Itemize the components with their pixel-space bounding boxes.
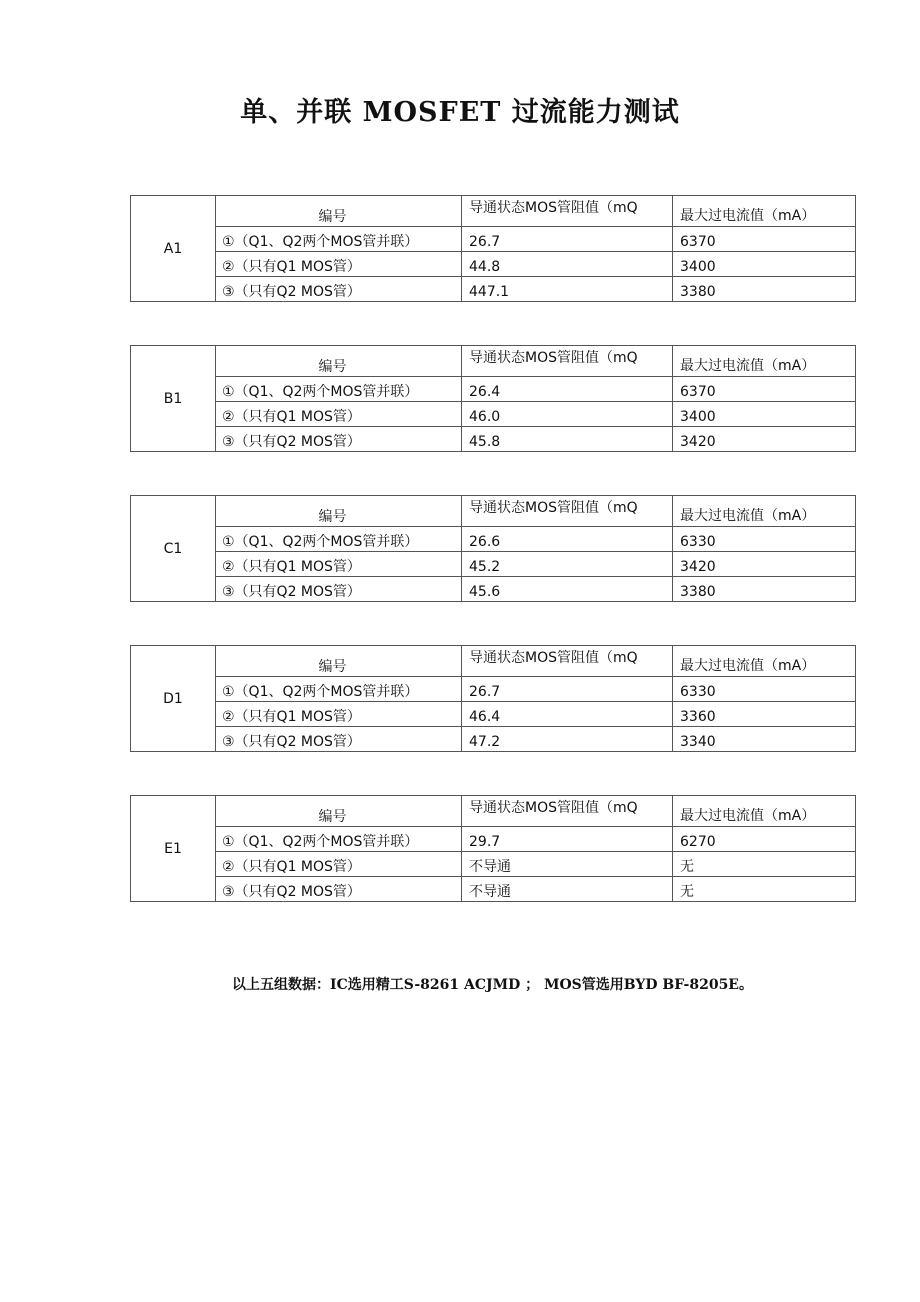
- cell-max-current: 3420: [673, 552, 856, 577]
- cell-resistance: 26.7: [462, 677, 673, 702]
- header-code: 编号: [216, 346, 462, 377]
- header-code: 编号: [216, 196, 462, 227]
- cell-code: ①（Q1、Q2两个MOS管并联）: [216, 227, 462, 252]
- table-row: [131, 252, 856, 277]
- table-row: [131, 427, 856, 452]
- header-code: 编号: [216, 646, 462, 677]
- table-row: [131, 527, 856, 552]
- group-label: E1: [131, 796, 216, 902]
- header-resistance: 导通状态MOS管阻值（mQ: [462, 646, 673, 677]
- results-table-a1: [130, 195, 856, 302]
- cell-resistance: 45.2: [462, 552, 673, 577]
- cell-resistance: 44.8: [462, 252, 673, 277]
- cell-resistance: 26.4: [462, 377, 673, 402]
- cell-max-current: 6370: [673, 227, 856, 252]
- table-row: [131, 552, 856, 577]
- cell-max-current: 3380: [673, 277, 856, 302]
- cell-code: ②（只有Q1 MOS管）: [216, 552, 462, 577]
- group-label: C1: [131, 496, 216, 602]
- header-resistance: 导通状态MOS管阻值（mQ: [462, 796, 673, 827]
- cell-resistance: 26.6: [462, 527, 673, 552]
- cell-resistance: 45.6: [462, 577, 673, 602]
- cell-resistance: 不导通: [462, 852, 673, 877]
- cell-resistance: 26.7: [462, 227, 673, 252]
- results-table-d1: [130, 645, 856, 752]
- table-header-row: [131, 196, 856, 227]
- cell-resistance: 47.2: [462, 727, 673, 752]
- table-row: [131, 702, 856, 727]
- cell-resistance: 447.1: [462, 277, 673, 302]
- cell-max-current: 3400: [673, 402, 856, 427]
- page-title: 单、并联 MOSFET 过流能力测试: [240, 97, 680, 128]
- cell-code: ③（只有Q2 MOS管）: [216, 877, 462, 902]
- header-code: 编号: [216, 796, 462, 827]
- results-table-c1: [130, 495, 856, 602]
- table-row: [131, 277, 856, 302]
- cell-code: ②（只有Q1 MOS管）: [216, 402, 462, 427]
- cell-max-current: 无: [673, 877, 856, 902]
- table-row: [131, 827, 856, 852]
- table-row: [131, 227, 856, 252]
- cell-max-current: 6370: [673, 377, 856, 402]
- cell-max-current: 6270: [673, 827, 856, 852]
- cell-max-current: 6330: [673, 527, 856, 552]
- table-header-row: [131, 646, 856, 677]
- header-max-current: 最大过电流值（mA）: [673, 796, 856, 827]
- cell-code: ③（只有Q2 MOS管）: [216, 577, 462, 602]
- group-label: A1: [131, 196, 216, 302]
- table-row: [131, 402, 856, 427]
- cell-code: ②（只有Q1 MOS管）: [216, 852, 462, 877]
- header-max-current: 最大过电流值（mA）: [673, 346, 856, 377]
- cell-resistance: 不导通: [462, 877, 673, 902]
- header-code: 编号: [216, 496, 462, 527]
- cell-resistance: 29.7: [462, 827, 673, 852]
- table-header-row: [131, 496, 856, 527]
- cell-max-current: 6330: [673, 677, 856, 702]
- cell-code: ①（Q1、Q2两个MOS管并联）: [216, 827, 462, 852]
- cell-code: ①（Q1、Q2两个MOS管并联）: [216, 677, 462, 702]
- header-resistance: 导通状态MOS管阻值（mQ: [462, 196, 673, 227]
- footnote: 以上五组数据：IC选用精工S-8261 ACJMD ； MOS管选用BYD BF-8205E。: [232, 977, 753, 993]
- cell-code: ②（只有Q1 MOS管）: [216, 252, 462, 277]
- results-table-b1: [130, 345, 856, 452]
- table-header-row: [131, 346, 856, 377]
- header-resistance: 导通状态MOS管阻值（mQ: [462, 496, 673, 527]
- table-row: [131, 377, 856, 402]
- group-label: D1: [131, 646, 216, 752]
- header-max-current: 最大过电流值（mA）: [673, 196, 856, 227]
- header-max-current: 最大过电流值（mA）: [673, 646, 856, 677]
- cell-code: ②（只有Q1 MOS管）: [216, 702, 462, 727]
- table-row: [131, 727, 856, 752]
- cell-max-current: 3340: [673, 727, 856, 752]
- cell-max-current: 无: [673, 852, 856, 877]
- cell-resistance: 46.0: [462, 402, 673, 427]
- cell-resistance: 46.4: [462, 702, 673, 727]
- table-row: [131, 852, 856, 877]
- table-header-row: [131, 796, 856, 827]
- cell-resistance: 45.8: [462, 427, 673, 452]
- group-label: B1: [131, 346, 216, 452]
- cell-max-current: 3380: [673, 577, 856, 602]
- table-row: [131, 577, 856, 602]
- cell-max-current: 3360: [673, 702, 856, 727]
- header-resistance: 导通状态MOS管阻值（mQ: [462, 346, 673, 377]
- results-table-e1: [130, 795, 856, 902]
- cell-max-current: 3400: [673, 252, 856, 277]
- header-max-current: 最大过电流值（mA）: [673, 496, 856, 527]
- cell-code: ③（只有Q2 MOS管）: [216, 277, 462, 302]
- cell-code: ①（Q1、Q2两个MOS管并联）: [216, 377, 462, 402]
- cell-max-current: 3420: [673, 427, 856, 452]
- table-row: [131, 877, 856, 902]
- cell-code: ③（只有Q2 MOS管）: [216, 727, 462, 752]
- cell-code: ③（只有Q2 MOS管）: [216, 427, 462, 452]
- cell-code: ①（Q1、Q2两个MOS管并联）: [216, 527, 462, 552]
- table-row: [131, 677, 856, 702]
